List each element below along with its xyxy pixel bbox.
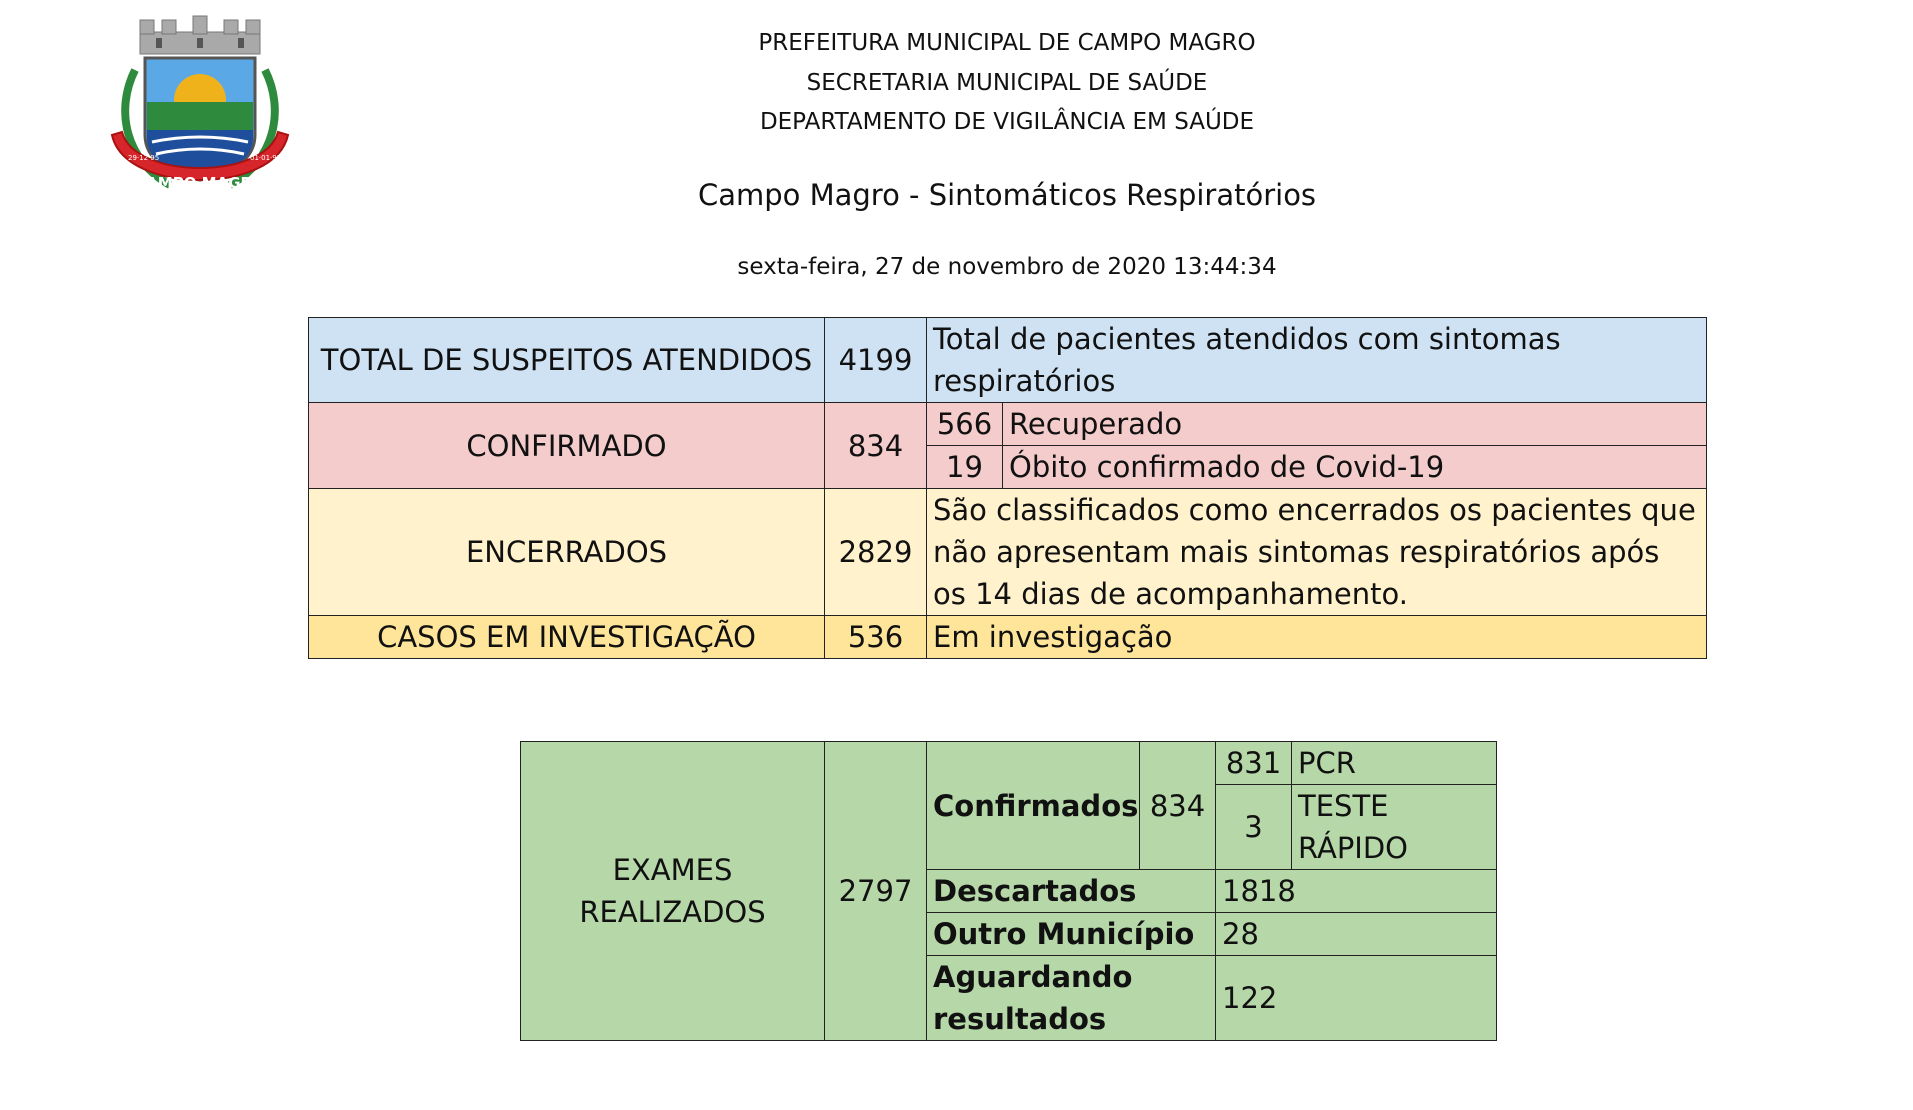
aguardando-value: 122 bbox=[1216, 956, 1497, 1041]
investigacao-value: 536 bbox=[825, 616, 927, 659]
investigacao-label: CASOS EM INVESTIGAÇÃO bbox=[309, 616, 825, 659]
obito-label: Óbito confirmado de Covid-19 bbox=[1003, 446, 1707, 489]
header-departamento: DEPARTAMENTO DE VIGILÂNCIA EM SAÚDE bbox=[759, 109, 1255, 135]
outro-municipio-label: Outro Município bbox=[927, 913, 1216, 956]
logo-left-date: 29·12·95 bbox=[128, 154, 160, 162]
investigacao-row bbox=[309, 616, 1707, 659]
page-title: Campo Magro - Sintomáticos Respiratórios bbox=[697, 178, 1317, 212]
logo-banner-text: CAMPO MAGRO bbox=[135, 174, 265, 192]
descartados-label: Descartados bbox=[927, 870, 1216, 913]
exams-confirmados-value: 834 bbox=[1140, 742, 1216, 870]
total-row bbox=[309, 318, 1707, 403]
total-value: 4199 bbox=[825, 318, 927, 403]
encerrados-row bbox=[309, 489, 1707, 616]
obito-value: 19 bbox=[927, 446, 1003, 489]
report-date: sexta-feira, 27 de novembro de 2020 13:44:34 bbox=[737, 254, 1277, 280]
exams-confirmados-label: Confirmados bbox=[927, 742, 1140, 870]
encerrados-label: ENCERRADOS bbox=[309, 489, 825, 616]
total-label: TOTAL DE SUSPEITOS ATENDIDOS bbox=[309, 318, 825, 403]
exams-value: 2797 bbox=[825, 742, 927, 1041]
exams-label: EXAMES REALIZADOS bbox=[521, 742, 825, 1041]
exams-table bbox=[520, 741, 1497, 1041]
logo-right-date: 01·01·97 bbox=[250, 154, 282, 162]
teste-rapido-label: TESTE RÁPIDO bbox=[1292, 785, 1497, 870]
aguardando-label: Aguardando resultados bbox=[927, 956, 1216, 1041]
header-secretaria: SECRETARIA MUNICIPAL DE SAÚDE bbox=[806, 70, 1208, 96]
pcr-value: 831 bbox=[1216, 742, 1292, 785]
investigacao-description: Em investigação bbox=[927, 616, 1707, 659]
outro-municipio-value: 28 bbox=[1216, 913, 1497, 956]
descartados-value: 1818 bbox=[1216, 870, 1497, 913]
exams-pcr-row bbox=[521, 742, 1497, 785]
total-description: Total de pacientes atendidos com sintomas respiratórios bbox=[927, 318, 1707, 403]
confirmado-row bbox=[309, 403, 1707, 446]
summary-table bbox=[308, 317, 1707, 659]
encerrados-description: São classificados como encerrados os pacientes que não apresentam mais sintomas respiratórios após os 14 dias de acompanhamento. bbox=[927, 489, 1707, 616]
confirmado-value: 834 bbox=[825, 403, 927, 489]
header-prefeitura: PREFEITURA MUNICIPAL DE CAMPO MAGRO bbox=[758, 30, 1256, 56]
pcr-label: PCR bbox=[1292, 742, 1497, 785]
recuperado-label: Recuperado bbox=[1003, 403, 1707, 446]
encerrados-value: 2829 bbox=[825, 489, 927, 616]
recuperado-value: 566 bbox=[927, 403, 1003, 446]
teste-rapido-value: 3 bbox=[1216, 785, 1292, 870]
confirmado-label: CONFIRMADO bbox=[309, 403, 825, 489]
